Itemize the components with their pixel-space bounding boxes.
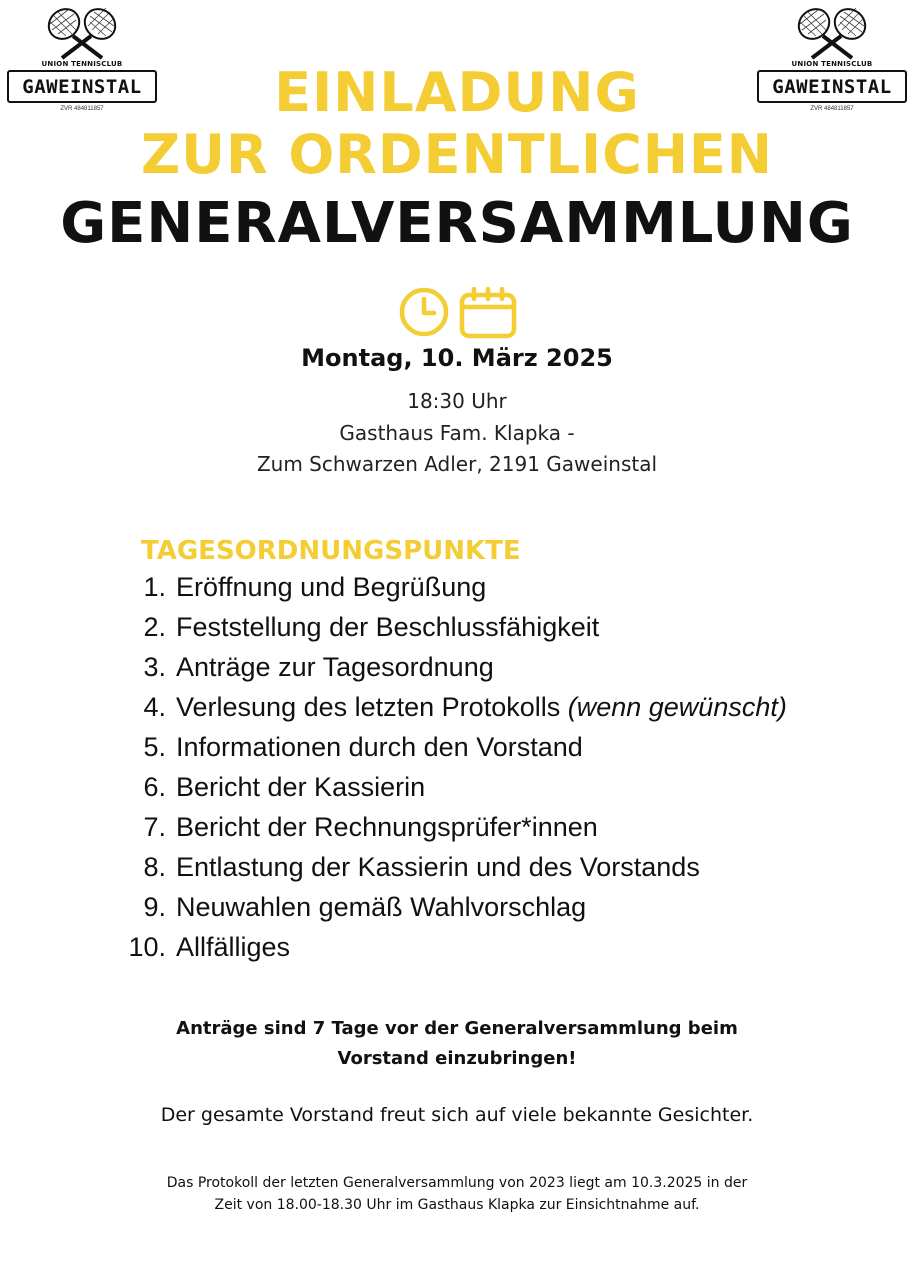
agenda-item-text: Allfälliges bbox=[176, 931, 291, 962]
logo-club-text: UNION TENNISCLUB bbox=[791, 60, 873, 68]
event-time: 18:30 Uhr bbox=[407, 389, 507, 413]
submission-notice bbox=[0, 1014, 914, 1074]
agenda-item bbox=[112, 887, 892, 927]
agenda-item bbox=[112, 567, 892, 607]
agenda-item bbox=[112, 847, 892, 887]
logo-registry: ZVR 484811857 bbox=[810, 106, 854, 112]
agenda-item-text: Neuwahlen gemäß Wahlvorschlag bbox=[176, 891, 587, 922]
title-general-assembly: GENERALVERSAMMLUNG bbox=[60, 191, 854, 256]
agenda-item-number: 3. bbox=[143, 651, 166, 682]
agenda-item-text: Feststellung der Beschlussfähigkeit bbox=[176, 611, 600, 642]
crossed-tennis-rackets-icon bbox=[786, 4, 878, 60]
agenda-item bbox=[112, 727, 892, 767]
notice-line2: Vorstand einzubringen! bbox=[337, 1048, 577, 1069]
agenda-item-text: Anträge zur Tagesordnung bbox=[176, 651, 494, 682]
greeting: Der gesamte Vorstand freut sich auf viele bekannte Gesichter. bbox=[160, 1104, 754, 1126]
agenda-item-number: 10. bbox=[128, 931, 166, 962]
agenda-item bbox=[112, 767, 892, 807]
agenda-item-number: 6. bbox=[143, 771, 166, 802]
title-invitation: EINLADUNG bbox=[274, 61, 640, 124]
title-ordinary: ZUR ORDENTLICHEN bbox=[140, 123, 774, 186]
logo-name: GAWEINSTAL bbox=[757, 70, 907, 103]
agenda-item-text: Informationen durch den Vorstand bbox=[176, 731, 583, 762]
agenda-item-number: 4. bbox=[143, 691, 166, 722]
crossed-tennis-rackets-icon bbox=[36, 4, 128, 60]
footer-line1: Das Protokoll der letzten Generalversammlung von 2023 liegt am 10.3.2025 in der bbox=[166, 1175, 748, 1191]
agenda-item bbox=[112, 607, 892, 647]
agenda-item-number: 2. bbox=[143, 611, 166, 642]
agenda-item-text: Verlesung des letzten Protokolls (wenn gewünscht) bbox=[176, 691, 787, 722]
agenda-list bbox=[112, 567, 892, 967]
logo-name: GAWEINSTAL bbox=[7, 70, 157, 103]
agenda-item-text: Entlastung der Kassierin und des Vorstands bbox=[176, 851, 700, 882]
clock-icon bbox=[402, 290, 446, 334]
calendar-icon bbox=[462, 289, 514, 336]
agenda-item bbox=[112, 807, 892, 847]
footer-note bbox=[0, 1172, 914, 1216]
agenda-item-number: 8. bbox=[143, 851, 166, 882]
agenda-item-number: 7. bbox=[143, 811, 166, 842]
agenda-item bbox=[112, 647, 892, 687]
event-venue-line2: Zum Schwarzen Adler, 2191 Gaweinstal bbox=[256, 452, 658, 476]
logo-club-text: UNION TENNISCLUB bbox=[41, 60, 123, 68]
agenda-item bbox=[112, 687, 892, 727]
agenda-item-number: 5. bbox=[143, 731, 166, 762]
event-venue-line1: Gasthaus Fam. Klapka - bbox=[339, 421, 575, 445]
footer-line2: Zeit von 18.00-18.30 Uhr im Gasthaus Klapka zur Einsichtnahme auf. bbox=[214, 1197, 700, 1213]
agenda-heading: TAGESORDNUNGSPUNKTE bbox=[141, 536, 521, 566]
agenda-item bbox=[112, 927, 892, 967]
event-icons bbox=[399, 287, 517, 339]
agenda-item-text: Eröffnung und Begrüßung bbox=[176, 571, 487, 602]
agenda-item-note: (wenn gewünscht) bbox=[567, 691, 787, 722]
event-date: Montag, 10. März 2025 bbox=[301, 344, 613, 372]
agenda-item-number: 9. bbox=[143, 891, 166, 922]
agenda-item-number: 1. bbox=[143, 571, 166, 602]
logo-registry: ZVR 484811857 bbox=[60, 106, 104, 112]
agenda-item-text: Bericht der Rechnungsprüfer*innen bbox=[176, 811, 598, 842]
notice-line1: Anträge sind 7 Tage vor der Generalversammlung beim bbox=[176, 1018, 738, 1039]
agenda-item-text: Bericht der Kassierin bbox=[176, 771, 426, 802]
